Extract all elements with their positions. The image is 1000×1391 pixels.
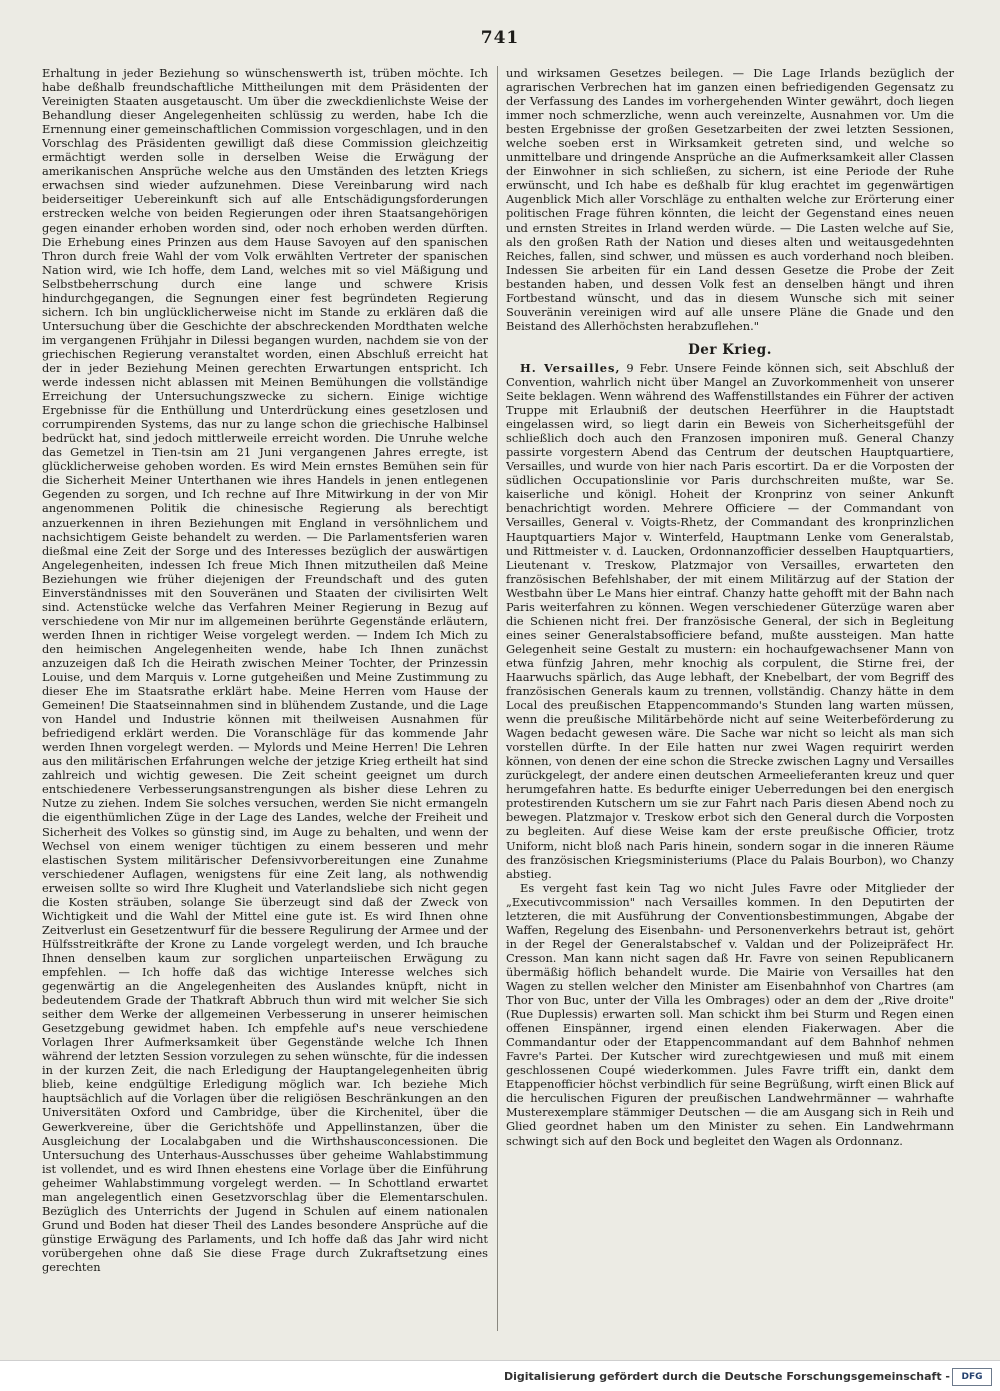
dfg-logo: DFG bbox=[952, 1368, 992, 1386]
section-heading: Der Krieg. bbox=[688, 341, 772, 358]
column-divider bbox=[497, 66, 498, 1331]
footer-credit: Digitalisierung gefördert durch die Deutsche Forschungsgemeinschaft - bbox=[503, 1370, 950, 1383]
footer-bar bbox=[0, 1360, 1000, 1391]
left-column-text: Erhaltung in jeder Beziehung so wünschenswerth ist, trüben möchte. Ich habe deßhalb freundschaftliche Mittheilungen mit dem Präsidenten der Vereinigten Staaten ausgetauscht. Um über die zweckdienlichste Weise der Behandlung dieser Angelegenheiten schlüssig zu werden, habe Ich die Ernennung einer gemeinschaftlichen Commission vorgeschlagen, und in den Vorschlag des Präsidenten gewilligt daß diese Commission gleichzeitig ermächtigt werden solle in derselben Weise die Erwägung der amerikanischen Ansprüche welche aus den Umständen des letzten Kriegs erwachsen sind wieder aufzunehmen. Diese Vereinbarung wird nach beiderseitiger Uebereinkunft sich auf alle Entschädigungsforderungen erstrecken welche von beiden Regierungen oder ihren Staatsangehörigen gegen einander erhoben worden sind, oder noch erhoben werden dürften. Die Erhebung eines Prinzen aus dem Hause Savoyen auf den spanischen Thron durch freie Wahl der vom Volk erwählten Vertreter der spanischen Nation wird, wie Ich hoffe, dem Land, welches mit so viel Mäßigung und Selbstbeherrschung durch eine lange und schwere Krisis hindurchgegangen, die Segnungen einer fest begründeten Regierung sichern. Ich bin unglücklicherweise nicht im Stande zu erklären daß die Untersuchung über die Geschichte der abschreckenden Mordthaten welche im vergangenen Frühjahr in Dilessi begangen wurden, nachdem sie von der griechischen Regierung veranstaltet worden, einen Abschluß erreicht hat der in jeder Beziehung Meinen gerechten Erwartungen entspricht. Ich werde indessen nicht ablassen mit Meinen Bemühungen die vollständige Erreichung der Untersuchungszwecke zu sichern. Einige wichtige Ergebnisse für die Enthüllung und Unterdrückung eines gesetzlosen und corrumpirenden Systems, das nur zu lange schon die griechische Halbinsel bedrückt hat, sind jedoch mittlerweile erreicht worden. Die Unruhe welche das Gemetzel in Tien-tsin am 21 Juni vergangenen Jahres erregte, ist glücklicherweise gehoben worden. Es wird Mein ernstes Bemühen sein für die Sicherheit Meiner Unterthanen wie ihres Handels in jenen entlegenen Gegenden zu sorgen, und Ich rechne auf Ihre Mitwirkung in der von Mir angenommenen Politik die chinesische Regierung als berechtigt anzuerkennen in ihren Beziehungen mit England in versöhnlichem und nachsichtigem Geiste behandelt zu werden. — Die Parlamentsferien waren dießmal eine Zeit der Sorge und des Interesses bezüglich der auswärtigen Angelegenheiten, indessen Ich freue Mich Ihnen mitzutheilen daß Meine Beziehungen wie früher diejenigen der Freundschaft und des guten Einverständnisses mit den Souveränen und Staaten der civilisirten Welt sind. Actenstücke welche das Verfahren Meiner Regierung in Bezug auf verschiedene von Mir nur im allgemeinen berührte Gegenstände erläutern, werden Ihnen in richtiger Weise vorgelegt werden. — Indem Ich Mich zu den heimischen Angelegenheiten wende, habe Ich Ihnen zunächst anzuzeigen daß Ich die Heirath zwischen Meiner Tochter, der Prinzessin Louise, und dem Marquis v. Lorne gutgeheißen und Meine Zustimmung zu dieser Ehe im Staatsrathe erklärt habe. Meine Herren vom Hause der Gemeinen! Die Staatseinnahmen sind in blühendem Zustande, und die Lage von Handel und Industrie können mit theilweisen Ausnahmen für befriedigend erklärt werden. Die Voranschläge für das kommende Jahr werden Ihnen vorgelegt werden. — Mylords und Meine Herren! Die Lehren aus den militärischen Erfahrungen welche der jetzige Krieg ertheilt hat sind zahlreich und wichtig gewesen. Die Zeit scheint geeignet um durch entschiedenere Verbesserungsanstrengungen als bisher diese Lehren zu Nutze zu ziehen. Indem Sie solches versuchen, werden Sie nicht ermangeln die eigenthümlichen Züge in der Lage des Landes, welche der Freiheit und Sicherheit des Volkes so günstig sind, im Auge zu behalten, und wenn der Wechsel von einem weniger tüchtigen zu einem besseren und mehr elastischen System militärischer Defensivvorbereitungen eine Zunahme verschiedener Auflagen, wenigstens für eine Zeit lang, als nothwendig erweisen sollte so wird Ihre Klugheit und Vaterlandsliebe sich nicht gegen die Kosten sträuben, solange Sie überzeugt sind daß der Zweck von Wichtigkeit und die Wahl der Mittel eine gute ist. Es wird Ihnen ohne Zeitverlust ein Gesetzentwurf für die bessere Regulirung der Armee und der Hülfsstreitkräfte der Krone zu Lande vorgelegt werden, und Ich brauche Ihnen denselben kaum zur sorglichen unparteiischen Erwägung zu empfehlen. — Ich hoffe daß das wichtige Interesse welches sich gegenwärtig an die Angelegenheiten des Auslandes knüpft, nicht in bedeutendem Grade der Thatkraft Abbruch thun wird mit welcher Sie sich seither dem Werke der allgemeinen Verbesserung in unserer heimischen Gesetzgebung gewidmet haben. Ich empfehle auf's neue verschiedene Vorlagen Ihrer Aufmerksamkeit über Gegenstände welche Ich Ihnen während der letzten Session vorzulegen zu sehen wünschte, für die indessen in der kurzen Zeit, die nach Erledigung der Hauptangelegenheiten übrig blieb, keine endgültige Erledigung möglich war. Ich beziehe Mich hauptsächlich auf die Vorlagen über die religiösen Beschränkungen an den Universitäten Oxford und Cambridge, über die Kirchenitel, über die Gewerkvereine, über die Gerichtshöfe und Appellinstanzen, über die Ausgleichung der Localabgaben und die Wirthshausconcessionen. Die Untersuchung des Unterhaus-Ausschusses über geheime Wahlabstimmung ist vollendet, und es wird Ihnen ehestens eine Vorlage über die Einführung geheimer Wahlabstimmung vorgelegt werden. — In Schottland erwartet man angelegentlich einen Gesetzvorschlag über die Elementarschulen. Bezüglich des Unterrichts der Jugend in Schulen auf einem nationalen Grund und Boden hat dieser Theil des Landes besondere Ansprüche auf die günstige Erwägung des Parlaments, und Ich hoffe daß das Jahr wird nicht vorübergehen ohne daß Sie diese Frage durch Zukraftsetzung eines gerechten bbox=[42, 66, 488, 1274]
right-intro-paragraph: und wirksamen Gesetzes beilegen. — Die Lage Irlands bezüglich der agrarischen Verbrechen hat im ganzen einen befriedigenden Gegensatz zu der Verfassung des Landes im vorhergehenden Winter gewährt, doch liegen immer noch schmerzliche, wenn auch vereinzelte, Ausnahmen vor. Um die besten Ergebnisse der großen Gesetzarbeiten der zwei letzten Sessionen, welche soeben erst in Wirksamkeit getreten sind, und welche so unmittelbare und dringende Ansprüche an die Aufmerksamkeit aller Classen der Einwohner in sich schließen, zu sichern, ist eine Periode der Ruhe erwünscht, und Ich habe es deßhalb für klug erachtet im gegenwärtigen Augenblick Mich aller Vorschläge zu enthalten welche zur Erörterung einer politischen Frage führen könnten, die leicht der Gegenstand eines neuen und ernsten Streites in Irland werden würde. — Die Lasten welche auf Sie, als den großen Rath der Nation und dieses alten und weitausgedehnten Reiches, fallen, sind schwer, und müssen es auch vorderhand noch bleiben. Indessen Sie arbeiten für ein Land dessen Gesetze die Probe der Zeit bestanden haben, und dessen Volk fest an denselben hängt und ihren Fortbestand wünscht, und das in diesem Wunsche sich mit seiner Souveränin vereinigen wird auf alle unsere Pläne die Gnade und den Beistand des Allerhöchsten herabzuflehen." bbox=[506, 66, 954, 333]
article-paragraph-2: Es vergeht fast kein Tag wo nicht Jules Favre oder Mitglieder der „Executivcommission" nach Versailles kommen. In den Deputirten der letzteren, die mit Ausführung der Conventionsbestimmungen, Abgabe der Waffen, Regelung des Eisenbahn- und Personenverkehrs betraut ist, gehört in der Regel der Generalstabschef v. Valdan und der Polizeipräfect Hr. Cresson. Man kann nicht sagen daß Hr. Favre von seinen Republicanern übermäßig höflich behandelt wurde. Die Mairie von Versailles hat den Wagen zu stellen welcher den Minister am Eisenbahnhof von Chartres (am Thor von Buc, unter der Villa les Ombrages) oder an dem der „Rive droite" (Rue Duplessis) erwarten soll. Man schickt ihm bei Sturm und Regen einen offenen Einspänner, irgend einen elenden Fiakerwagen. Aber die Commandantur oder der Etappencommandant auf dem Bahnhof nehmen Favre's Partei. Der Kutscher wird zurechtgewiesen und muß mit einem geschlossenen Coupé wiederkommen. Jules Favre trifft ein, dankt dem Etappenofficier höchst verbindlich für seine Begrüßung, wirft einen Blick auf die herculischen Figuren der preußischen Landwehrmänner — wahrhafte Musterexemplare stämmiger Deutschen — die am Ausgang sich in Reih und Glied geordnet haben um den Minister zu sehen. Ein Landwehrmann schwingt sich auf den Bock und begleitet den Wagen als Ordonnanz. bbox=[506, 880, 954, 1148]
left-column bbox=[42, 66, 488, 1334]
dateline-text: 9 Febr. Unsere Feinde können sich, seit Abschluß der Convention, wahrlich nicht über Mangel an Zuvorkommenheit von unserer Seite beklagen. Wenn während des Waffenstillstandes ein Führer der activen Truppe mit Erlaubniß der deutschen Heerführer in die Hauptstadt eingelassen wird, so liegt darin ein Beweis von Sicherheitsgefühl der schließlich doch auch den Franzosen imponiren muß. General Chanzy passirte vorgestern Abend das Centrum der deutschen Hauptquartiere, Versailles, und wurde von hier nach Paris escortirt. Da er die Vorposten der südlichen Occupationslinie vor Paris durchschreiten mußte, war Se. kaiserliche und königl. Hoheit der Kronprinz von seiner Ankunft benachrichtigt worden. Mehrere Officiere — der Commandant von Versailles, General v. Voigts-Rhetz, der Commandant des kronprinzlichen Hauptquartiers Major v. Winterfeld, Hauptmann Lenke vom Generalstab, und Rittmeister v. d. Laucken, Ordonnanzofficier desselben Hauptquartiers, Lieutenant v. Treskow, Platzmajor von Versailles, erwarteten den französischen Befehlshaber, der mit einem Militärzug auf der Station der Westbahn über Le Mans hier eintraf. Chanzy hatte gehofft mit der Bahn nach Paris weiterfahren zu können. Wegen verschiedener Güterzüge waren aber die Schienen nicht frei. Der französische General, der sich in Begleitung eines seiner Generalstabsofficiere befand, mußte aussteigen. Man hatte Gelegenheit seine Gestalt zu mustern: ein hochaufgewachsener Mann von etwa fünfzig Jahren, mehr knochig als corpulent, die Stirne frei, der Haarwuchs spärlich, das Auge lebhaft, der Knebelbart, der vom Begriff des französischen Generals kaum zu trennen, vollständig. Chanzy hätte in dem Local des preußischen Etappencommando's Stunden lang warten müssen, wenn die preußische Militärbehörde nicht auf seine Weiterbeförderung zu Wagen bedacht gewesen wäre. Die Sache war nicht so leicht als man sich vorstellen dürfte. In der Eile hatten nur zwei Wagen requirirt werden können, von denen der eine schon die Strecke zwischen Lagny und Versailles zurückgelegt, der andere einen deutschen Armeelieferanten kreuz und quer herumgefahren hatte. Es bedurfte einiger Ueberredungen bei den energisch protestirenden Kutschern um sie zur Fahrt nach Paris diesen Abend noch zu bewegen. Platzmajor v. Treskow erbot sich den General durch die Vorposten zu begleiten. Auf diese Weise kam der erste preußische Officier, trotz Uniform, nicht bloß nach Paris hinein, sondern sogar in die inneren Räume des französischen Kriegsministeriums (Place du Palais Bourbon), wo Chanzy abstieg. bbox=[506, 360, 954, 881]
dateline-place: H. Versailles, bbox=[520, 360, 621, 375]
dateline-paragraph bbox=[506, 361, 954, 881]
page-number: 741 bbox=[480, 28, 520, 48]
right-column bbox=[506, 66, 954, 1334]
